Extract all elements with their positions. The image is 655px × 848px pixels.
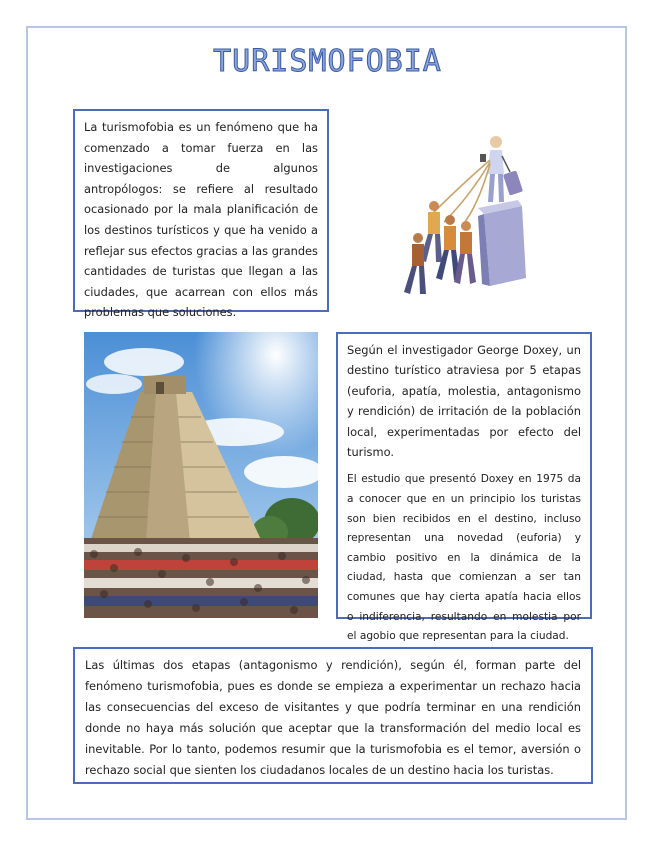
page-title: TURISMOFOBIA: [213, 44, 442, 79]
pyramid-crowd-photo: [84, 332, 318, 618]
conclusion-text-box: [73, 647, 593, 784]
tourist-pedestal-illustration: [400, 126, 530, 302]
doxey-paragraph-1: Según el investigador George Doxey, un destino turístico atraviesa por 5 etapas (euforia, apatía, molestia, antagonismo y rendición) de irritación de la población local, experimentadas por efecto del turismo.: [347, 343, 581, 460]
conclusion-paragraph: Las últimas dos etapas (antagonismo y rendición), según él, forman parte del fenómeno turismofobia, pues es donde se empieza a experimentar un rechazo hacia las consecuencias del exceso de visitantes y que podría terminar en una rendición donde no haya más solución que aceptar que la transformación del medio local es inevitable. Por lo tanto, podemos resumir que la turismofobia es el temor, aversión o rechazo social que sienten los ciudadanos locales de un destino hacia los turistas.: [85, 658, 581, 777]
doxey-paragraph-2: El estudio que presentó Doxey en 1975 da a conocer que en un principio los turistas son bien recibidos en el destino, incluso representan una novedad (euforia) y cambio positivo en la dinámica de la ciudad, hasta que comienzan a ser tan comunes que hay cierta apatía hacia ellos o indiferencia, resultando en molestia por el agobio que representan para la ciudad.: [347, 473, 581, 643]
intro-text-box: [73, 109, 329, 320]
intro-paragraph: La turismofobia es un fenómeno que ha comenzado a tomar fuerza en las investigaciones de algunos antropólogos: se refiere al resultado ocasionado por la mala planificación de los destinos turísticos y que ha venido a reflejar sus efectos gracias a las grandes cantidades de turistas que llegan a las ciudades, que acarrean con ellos más problemas que soluciones.: [84, 120, 318, 320]
doxey-text-box: [336, 332, 592, 643]
